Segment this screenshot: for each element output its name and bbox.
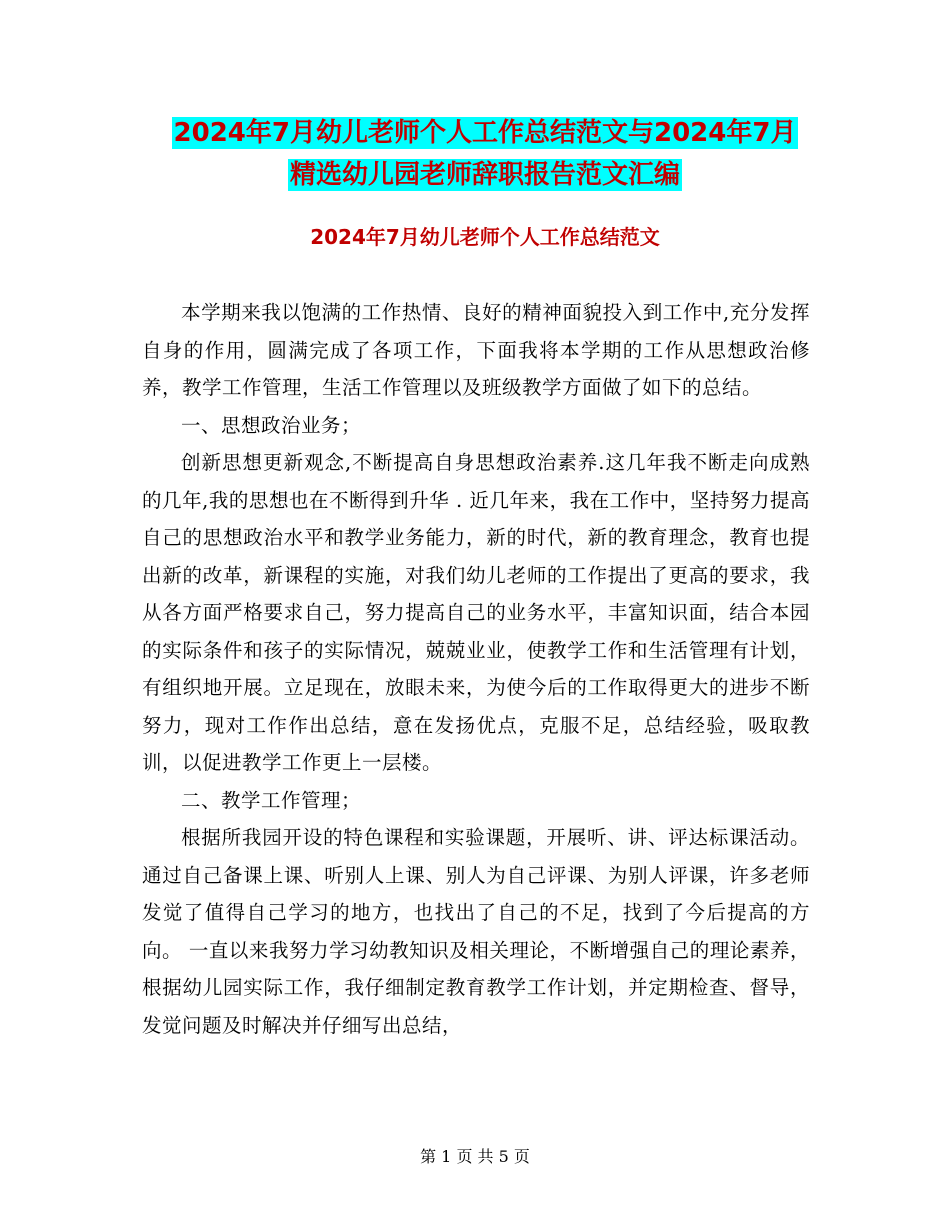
paragraph-intro: 本学期来我以饱满的工作热情、良好的精神面貌投入到工作中,充分发挥自身的作用，圆满完成了各项工作，下面我将本学期的工作从思想政治修养，教学工作管理，生活工作管理以及班级教学方面做了如下的总结。 [142,301,810,399]
document-title-line-1: 2024年7月幼儿老师个人工作总结范文与2024年7月 [173,118,797,148]
section-title: 2024年7月幼儿老师个人工作总结范文 [310,225,660,249]
document-body [142,294,810,1044]
heading-ideology: 一、思想政治业务； [181,413,362,437]
document-title-line-2: 精选幼儿园老师辞职报告范文汇编 [289,160,680,190]
heading-teaching: 二、教学工作管理； [181,788,362,812]
page-footer: 第 1 页 共 5 页 [420,1147,530,1166]
paragraph-ideology: 创新思想更新观念,不断提高自身思想政治素养.这几年我不断走向成熟的几年,我的思想也在不断得到升华 . 近几年来，我在工作中，坚持努力提高自己的思想政治水平和教学业务能力，新的时代，新的教育理念，教育也提出新的改革，新课程的实施，对我们幼儿老师的工作提出了更高的要求，我从各方面严格要求自己，努力提高自己的业务水平，丰富知识面，结合本园的实际条件和孩子的实际情况，兢兢业业，使教学工作和生活管理有计划，有组织地开展。立足现在，放眼未来，为使今后的工作取得更大的进步不断努力，现对工作作出总结，意在发扬优点，克服不足，总结经验，吸取教训，以促进教学工作更上一层楼。 [142,451,810,774]
paragraph-teaching: 根据所我园开设的特色课程和实验课题，开展听、讲、评达标课活动。通过自己备课上课、听别人上课、别人为自己评课、为别人评课，许多老师发觉了值得自己学习的地方，也找出了自己的不足，找到了今后提高的方向。 一直以来我努力学习幼教知识及相关理论，不断增强自己的理论素养，根据幼儿园实际工作，我仔细制定教育教学工作计划，并定期检查、督导，发觉问题及时解决并仔细写出总结， [142,826,810,1037]
document-title [140,112,830,196]
